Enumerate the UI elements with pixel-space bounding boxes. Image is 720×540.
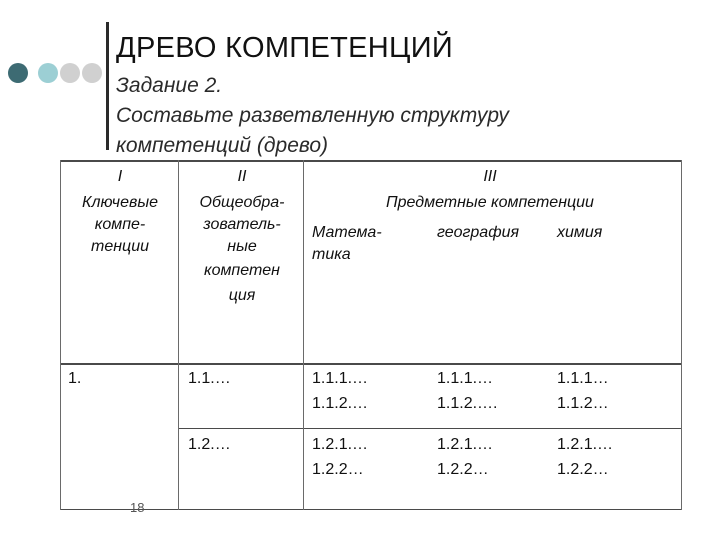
dot-4: [82, 63, 102, 83]
col-line-end: [681, 160, 682, 510]
col2-line5: ция: [228, 287, 256, 304]
instruction-line-2: компетенций (древо): [116, 134, 329, 157]
row1-chem-line1: 1.1.1…: [557, 370, 609, 387]
row1-key-competence: 1.: [68, 370, 82, 387]
row2-math-line1: 1.2.1.…: [312, 436, 369, 453]
subject-geography: география: [437, 224, 520, 241]
row2-chem-line2: 1.2.2…: [557, 461, 609, 478]
row1-math-line1: 1.1.1.…: [312, 370, 369, 387]
subject-math-line2: тика: [312, 246, 351, 263]
subject-chemistry: химия: [557, 224, 603, 241]
dot-2: [38, 63, 58, 83]
task-label: Задание 2.: [116, 74, 223, 97]
col1-roman: I: [117, 168, 123, 185]
col-line-2: [303, 160, 304, 510]
subject-math-line1: Матема-: [312, 224, 382, 241]
instruction-line-1: Составьте разветвленную структуру: [116, 104, 509, 127]
table-bottom-border: [60, 509, 682, 510]
row2-math-line2: 1.2.2…: [312, 461, 364, 478]
row2-geo-line1: 1.2.1.…: [437, 436, 494, 453]
row2-chem-line1: 1.2.1.…: [557, 436, 614, 453]
table-top-border: [60, 160, 682, 162]
col2-roman: II: [237, 168, 247, 185]
col2-line2: зователь-: [203, 216, 281, 233]
row-divider-2: [178, 428, 682, 429]
row1-geo-line1: 1.1.1.…: [437, 370, 494, 387]
slide-title: ДРЕВО КОМПЕТЕНЦИЙ: [116, 32, 454, 64]
title-divider: [106, 22, 109, 150]
col1-line1: Ключевые: [82, 194, 158, 211]
col-line-1: [178, 160, 179, 510]
col-line-0: [60, 160, 61, 510]
row1-math-line2: 1.1.2.…: [312, 395, 369, 412]
col1-line3: тенции: [91, 238, 149, 255]
dot-3: [60, 63, 80, 83]
col2-line3: ные: [227, 238, 257, 255]
col3-label: Предметные компетенции: [386, 194, 594, 211]
col2-line4: компетен: [204, 262, 280, 279]
page-number: 18: [130, 500, 145, 515]
row2-geo-line2: 1.2.2…: [437, 461, 489, 478]
col3-roman: III: [483, 168, 497, 185]
row-divider-1: [60, 363, 682, 365]
col1-line2: компе-: [94, 216, 146, 233]
col2-line1: Общеобра-: [199, 194, 285, 211]
row2-general-competence: 1.2.…: [188, 436, 231, 453]
row1-geo-line2: 1.1.2.….: [437, 395, 498, 412]
row1-chem-line2: 1.1.2…: [557, 395, 609, 412]
row1-general-competence: 1.1.…: [188, 370, 231, 387]
dot-1: [8, 63, 28, 83]
